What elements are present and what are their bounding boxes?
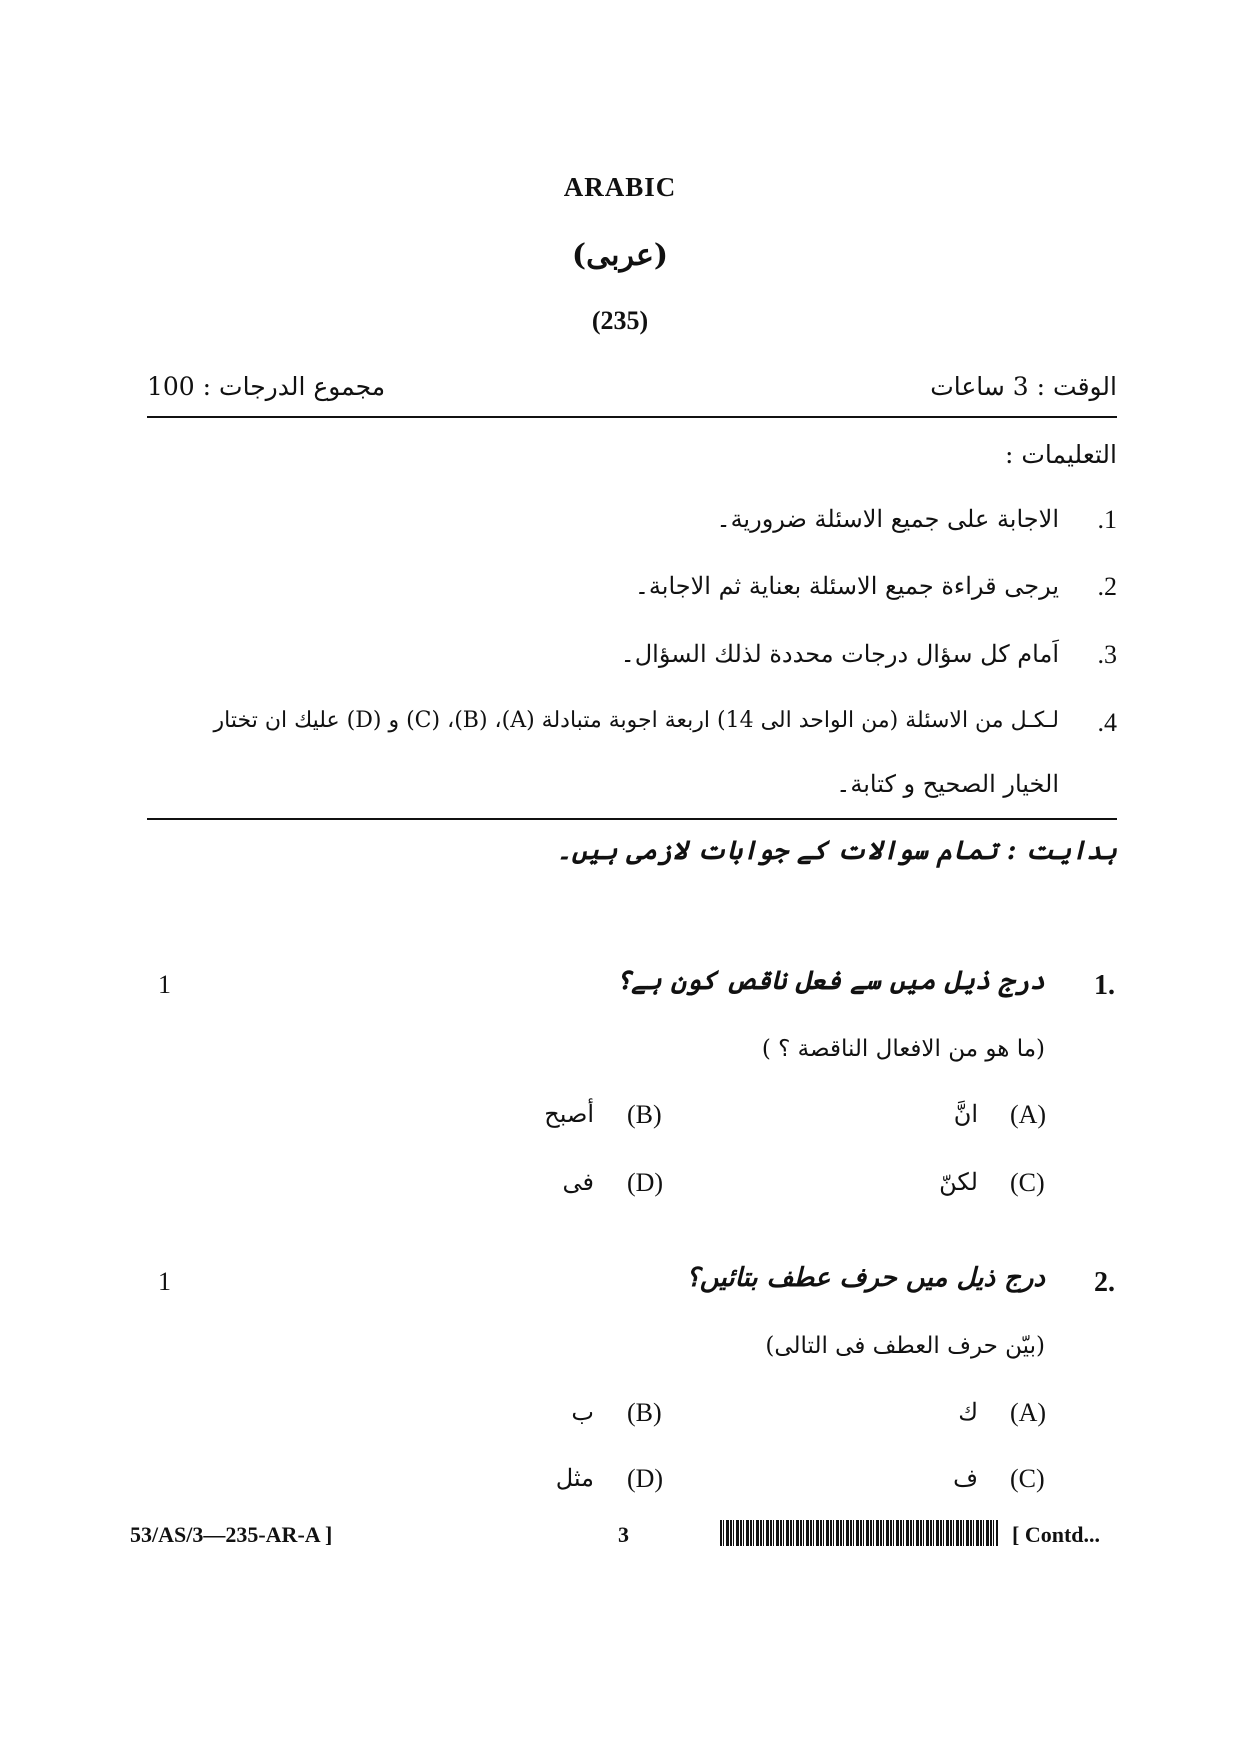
question-marks: 1	[158, 970, 171, 999]
question-text-arabic: (بيّن حرف العطف فى التالى)	[765, 1333, 1045, 1359]
instruction-number: 3.	[1097, 640, 1117, 669]
option-label: (D)	[627, 1464, 664, 1493]
option-text: مثل	[555, 1464, 594, 1492]
question-text-urdu: درج ذیل میں سے فعل ناقص کون ہے؟	[616, 966, 1045, 996]
option-text: ك	[958, 1398, 978, 1426]
instruction-text: يرجى قراءة جميع الاسئلة بعناية ثم الاجابة۔	[634, 572, 1059, 600]
header-divider	[147, 416, 1117, 418]
question-text-urdu: درج ذیل میں حرف عطف بتائیں؟	[685, 1263, 1045, 1293]
option-label: (B)	[627, 1398, 662, 1427]
option-label: (C)	[1010, 1168, 1045, 1197]
option-text: فى	[562, 1168, 594, 1196]
option-label: (A)	[1010, 1100, 1047, 1129]
instruction-text-continued: الخيار الصحيح و كتابة۔	[836, 770, 1059, 798]
urdu-note: ہدایت : تمام سوالات کے جوابات لازمی ہیں۔	[556, 836, 1117, 866]
barcode	[720, 1520, 998, 1546]
instruction-number: 2.	[1097, 572, 1117, 601]
instruction-text: لـكـل من الاسئلة (من الواحد الى 14) اربعة اجوبة متبادلة (A)، (B)، (C) و (D) عليك ان تختار	[213, 708, 1059, 733]
continued-label: [ Contd...	[1012, 1522, 1101, 1547]
question-text-arabic: (ما هو من الافعال الناقصة ؟ )	[761, 1036, 1045, 1062]
instruction-number: 4.	[1097, 708, 1117, 737]
option-text: لكنّ	[939, 1168, 978, 1196]
instruction-text: الاجابة على جميع الاسئلة ضرورية۔	[716, 505, 1059, 533]
paper-code: 53/AS/3—235-AR-A ]	[130, 1522, 333, 1547]
question-marks: 1	[158, 1267, 171, 1296]
maximum-marks: مجموع الدرجات : 100	[147, 372, 386, 401]
option-label: (A)	[1010, 1398, 1047, 1427]
subject-title-urdu: (عربی)	[571, 238, 669, 273]
option-text: ب	[571, 1398, 594, 1426]
option-label: (B)	[627, 1100, 662, 1129]
subject-code: (235)	[591, 306, 649, 335]
instruction-number: 1.	[1097, 505, 1117, 534]
subject-title: ARABIC	[563, 172, 677, 202]
option-text: انَّ	[953, 1100, 978, 1128]
time-allowed: الوقت : 3 ساعات	[930, 372, 1117, 401]
instructions-divider	[147, 818, 1117, 820]
question-number: 1.	[1094, 970, 1115, 1001]
instructions-heading: التعليمات :	[1005, 440, 1117, 469]
option-label: (D)	[627, 1168, 664, 1197]
instruction-text: اَمام كل سؤال درجات محددة لذلك السؤال۔	[620, 640, 1059, 668]
page-number: 3	[618, 1522, 629, 1547]
option-label: (C)	[1010, 1464, 1045, 1493]
option-text: ف	[953, 1464, 978, 1492]
option-text: أصبح	[544, 1100, 594, 1128]
question-number: 2.	[1094, 1267, 1115, 1298]
